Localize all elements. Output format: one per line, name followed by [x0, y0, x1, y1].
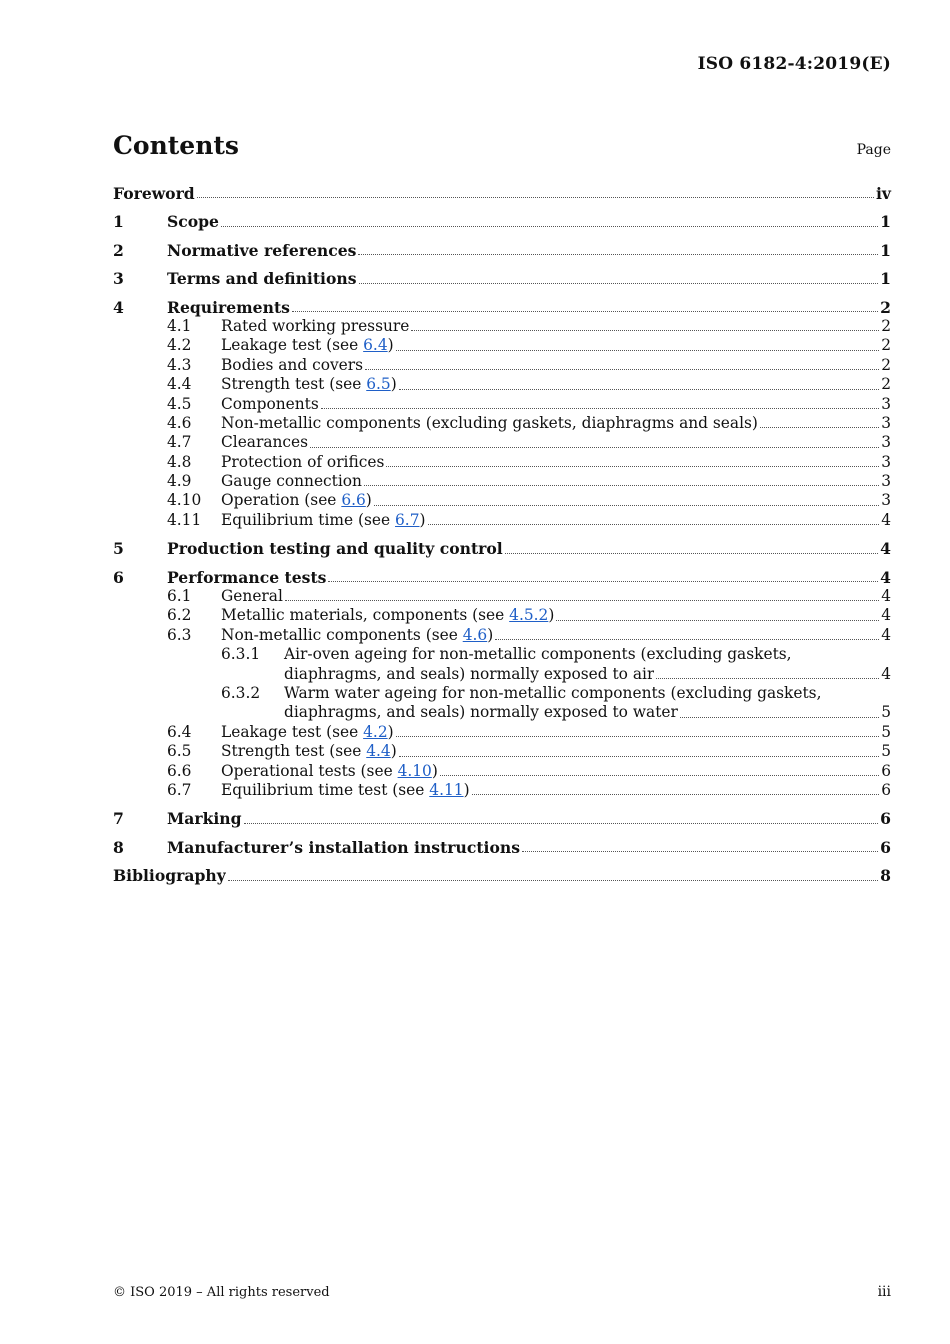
toc-subentry[interactable]: [113, 375, 891, 394]
toc-number: 6.3: [167, 625, 192, 644]
table-of-contents: [113, 184, 891, 886]
toc-number: 4.4: [167, 375, 192, 394]
toc-number: 4: [113, 297, 124, 317]
dot-leader: [396, 735, 879, 737]
toc-subentry[interactable]: [113, 317, 891, 336]
toc-subentry[interactable]: [113, 433, 891, 452]
dot-leader: [495, 638, 879, 640]
dot-leader: [359, 282, 879, 284]
requirements-subentries: [113, 317, 891, 530]
toc-title: Gauge connection: [221, 472, 362, 491]
cross-reference-link[interactable]: 4.5.2: [509, 606, 549, 625]
toc-title: Non-metallic components (see 4.6): [221, 625, 494, 644]
toc-entry-installation-instructions[interactable]: [113, 838, 891, 857]
dot-leader: [760, 426, 879, 428]
toc-entry-foreword[interactable]: [113, 184, 891, 203]
dot-leader: [399, 388, 879, 390]
toc-page: 1: [880, 212, 891, 232]
dot-leader: [656, 677, 879, 679]
toc-page: 4: [881, 606, 891, 625]
toc-page: 4: [881, 664, 891, 683]
toc-subentry[interactable]: [113, 511, 891, 530]
cross-reference-link[interactable]: 6.5: [366, 375, 391, 394]
toc-page: 8: [880, 866, 891, 886]
toc-page: 2: [881, 355, 891, 374]
toc-number: 4.5: [167, 394, 192, 413]
toc-page: 4: [880, 567, 891, 587]
toc-number: 8: [113, 837, 124, 857]
toc-title: Marking: [167, 809, 242, 829]
cross-reference-link[interactable]: 6.4: [363, 336, 388, 355]
dot-leader: [292, 310, 878, 312]
toc-title: Non-metallic components (excluding gaskets, diaphragms and seals): [221, 413, 758, 432]
dot-leader: [197, 196, 874, 198]
toc-title: Leakage test (see 4.2): [221, 722, 394, 741]
toc-number: 6.4: [167, 722, 192, 741]
toc-number: 6.6: [167, 761, 192, 780]
toc-number: 4.1: [167, 316, 192, 335]
dot-leader: [440, 774, 879, 776]
toc-subsubentry-6-3-2[interactable]: [113, 684, 891, 723]
toc-subentry[interactable]: [113, 723, 891, 742]
cross-reference-link[interactable]: 4.2: [363, 722, 388, 741]
toc-subsubentry-6-3-1[interactable]: [113, 645, 891, 684]
performance-tests-subentries: [113, 587, 891, 800]
toc-page: 4: [880, 539, 891, 559]
toc-subentry[interactable]: [113, 395, 891, 414]
dot-leader: [411, 329, 879, 331]
page-column-label: Page: [856, 142, 891, 158]
toc-title: Performance tests: [167, 567, 327, 587]
toc-title: Scope: [167, 212, 219, 232]
toc-subentry[interactable]: [113, 491, 891, 510]
toc-title: Terms and definitions: [167, 269, 357, 289]
toc-title: Clearances: [221, 433, 309, 452]
toc-page: 3: [881, 413, 891, 432]
toc-number: 6.3.1: [221, 645, 261, 664]
toc-page: 2: [881, 336, 891, 355]
toc-number: 4.3: [167, 355, 192, 374]
toc-title-line-1: Warm water ageing for non-metallic components (excluding gaskets,: [284, 683, 822, 702]
toc-page: 1: [880, 269, 891, 289]
toc-title: Equilibrium time test (see 4.11): [221, 780, 470, 799]
toc-entry-requirements[interactable]: [113, 298, 891, 317]
toc-subentry[interactable]: [113, 626, 891, 645]
toc-title-line-2: diaphragms, and seals) normally exposed to air: [284, 664, 655, 683]
toc-subentry[interactable]: [113, 453, 891, 472]
page-title: Contents: [113, 131, 240, 160]
toc-number: 4.8: [167, 452, 192, 471]
toc-page: iv: [876, 183, 891, 203]
toc-entry-terms-and-definitions[interactable]: [113, 269, 891, 288]
toc-title: General: [221, 587, 283, 606]
toc-entry-performance-tests[interactable]: [113, 568, 891, 587]
toc-entry-bibliography[interactable]: [113, 866, 891, 885]
toc-number: 6.3.2: [221, 683, 261, 702]
toc-number: 6.7: [167, 780, 192, 799]
toc-number: 6: [113, 567, 124, 587]
toc-title: Protection of orifices: [221, 452, 385, 471]
toc-page: 3: [881, 472, 891, 491]
toc-subentry[interactable]: [113, 742, 891, 761]
toc-page: 6: [881, 761, 891, 780]
toc-number: 6.2: [167, 606, 192, 625]
toc-subentry[interactable]: [113, 336, 891, 355]
toc-entry-scope[interactable]: [113, 212, 891, 231]
toc-entry-normative-references[interactable]: [113, 241, 891, 260]
dot-leader: [428, 523, 879, 525]
standard-identifier: ISO 6182-4:2019(E): [697, 54, 891, 74]
copyright-notice: © ISO 2019 – All rights reserved: [113, 1285, 330, 1300]
dot-leader: [364, 484, 879, 486]
dot-leader: [321, 407, 879, 409]
toc-number: 5: [113, 539, 124, 559]
toc-number: 7: [113, 809, 124, 829]
toc-number: 3: [113, 269, 124, 289]
toc-subentry[interactable]: [113, 356, 891, 375]
toc-subentry[interactable]: [113, 781, 891, 800]
cross-reference-link[interactable]: 4.6: [462, 625, 488, 644]
toc-entry-production-testing[interactable]: [113, 539, 891, 558]
toc-page: 5: [881, 703, 891, 722]
toc-title: Rated working pressure: [221, 316, 410, 335]
toc-title: Components: [221, 394, 319, 413]
dot-leader: [328, 580, 878, 582]
toc-page: 4: [881, 625, 891, 644]
toc-subentry[interactable]: [113, 414, 891, 433]
cross-reference-link[interactable]: 4.11: [429, 780, 464, 799]
dot-leader: [680, 716, 879, 718]
toc-page: 5: [881, 722, 891, 741]
toc-title-line-2: diaphragms, and seals) normally exposed to water: [284, 703, 678, 722]
toc-subentry[interactable]: [113, 587, 891, 606]
toc-title: Requirements: [167, 297, 290, 317]
cross-reference-link[interactable]: 6.6: [341, 491, 366, 510]
toc-page: 2: [881, 316, 891, 335]
toc-number: 6.1: [167, 587, 192, 606]
toc-title: Foreword: [113, 183, 195, 203]
toc-number: 4.6: [167, 413, 192, 432]
toc-title: Strength test (see 4.4): [221, 742, 397, 761]
toc-subentry[interactable]: [113, 472, 891, 491]
toc-page: 2: [881, 375, 891, 394]
toc-page: 6: [880, 809, 891, 829]
dot-leader: [505, 552, 878, 554]
toc-number: 2: [113, 240, 124, 260]
toc-page: 4: [881, 510, 891, 529]
dot-leader: [396, 349, 879, 351]
toc-title-line-1: Air-oven ageing for non-metallic components (excluding gaskets,: [284, 645, 792, 664]
dot-leader: [374, 504, 879, 506]
toc-page: 6: [881, 780, 891, 799]
toc-number: 4.2: [167, 336, 192, 355]
toc-title: Equilibrium time (see 6.7): [221, 510, 426, 529]
toc-subentry[interactable]: [113, 762, 891, 781]
dot-leader: [522, 850, 878, 852]
toc-subentry[interactable]: [113, 606, 891, 625]
toc-number: 1: [113, 212, 124, 232]
toc-number: 4.9: [167, 472, 192, 491]
toc-page: 3: [881, 433, 891, 452]
dot-leader: [556, 619, 879, 621]
dot-leader: [358, 253, 878, 255]
toc-title: Operational tests (see 4.10): [221, 761, 438, 780]
toc-entry-marking[interactable]: [113, 809, 891, 828]
dot-leader: [399, 755, 879, 757]
dot-leader: [228, 879, 878, 881]
toc-title: Operation (see 6.6): [221, 491, 372, 510]
toc-number: 4.10: [167, 491, 202, 510]
toc-title: Bodies and covers: [221, 355, 364, 374]
toc-page: 3: [881, 452, 891, 471]
toc-page: 1: [880, 240, 891, 260]
dot-leader: [365, 368, 879, 370]
toc-title: Normative references: [167, 240, 357, 260]
toc-number: 4.11: [167, 510, 202, 529]
cross-reference-link[interactable]: 4.4: [366, 742, 391, 761]
page-number: iii: [877, 1284, 891, 1300]
dot-leader: [285, 599, 879, 601]
toc-page: 4: [881, 587, 891, 606]
toc-page: 3: [881, 491, 891, 510]
cross-reference-link[interactable]: 4.10: [397, 761, 432, 780]
toc-title: Manufacturer’s installation instructions: [167, 837, 520, 857]
dot-leader: [386, 465, 879, 467]
cross-reference-link[interactable]: 6.7: [395, 510, 420, 529]
toc-page: 6: [880, 837, 891, 857]
toc-title: Metallic materials, components (see 4.5.2): [221, 606, 555, 625]
dot-leader: [310, 446, 879, 448]
toc-number: 6.5: [167, 742, 192, 761]
toc-title: Production testing and quality control: [167, 539, 503, 559]
toc-page: 3: [881, 394, 891, 413]
toc-page: 2: [880, 297, 891, 317]
toc-page: 5: [881, 742, 891, 761]
dot-leader: [221, 225, 878, 227]
toc-title: Bibliography: [113, 866, 226, 886]
dot-leader: [472, 793, 879, 795]
toc-title: Strength test (see 6.5): [221, 375, 397, 394]
dot-leader: [244, 822, 879, 824]
toc-number: 4.7: [167, 433, 192, 452]
toc-title: Leakage test (see 6.4): [221, 336, 394, 355]
